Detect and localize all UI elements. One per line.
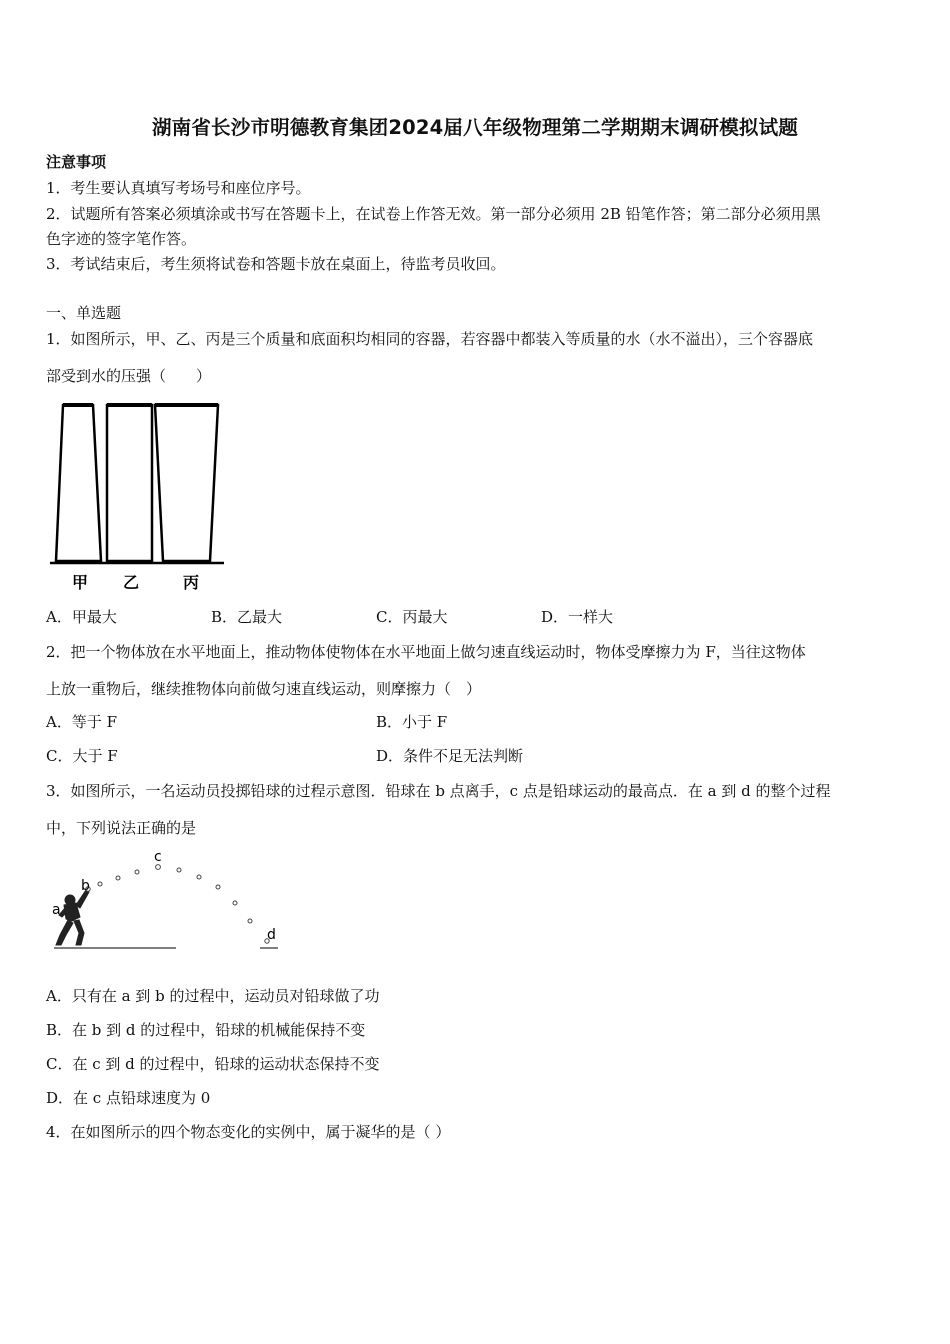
q3-option-d[interactable]: D．在 c 点铅球速度为 0 xyxy=(46,1089,211,1107)
label-bing: 丙 xyxy=(183,573,200,592)
trajectory-dots xyxy=(98,865,269,944)
containers-figure xyxy=(46,398,236,594)
label-d: d xyxy=(267,927,276,943)
q3-option-b[interactable]: B．在 b 到 d 的过程中，铅球的机械能保持不变 xyxy=(46,1021,366,1039)
container-jia xyxy=(56,405,101,561)
q1-option-d[interactable]: D．一样大 xyxy=(541,608,614,626)
container-bing xyxy=(155,405,218,561)
question-3-text: 中，下列说法正确的是 xyxy=(46,819,197,837)
question-1-text: 1．如图所示，甲、乙、丙是三个质量和底面积均相同的容器，若容器中都装入等质量的水（水不溢出），三个容器底 xyxy=(46,330,814,348)
q2-option-a[interactable]: A．等于 F xyxy=(46,713,118,731)
label-b: b xyxy=(81,878,90,894)
q1-option-a[interactable]: A．甲最大 xyxy=(46,608,117,626)
question-4-text: 4．在如图所示的四个物态变化的实例中，属于凝华的是（ ） xyxy=(46,1123,451,1141)
question-2-text: 2．把一个物体放在水平地面上，推动物体使物体在水平地面上做匀速直线运动时，物体受摩擦力为 F，当往这物体 xyxy=(46,643,806,661)
q3-option-c[interactable]: C．在 c 到 d 的过程中，铅球的运动状态保持不变 xyxy=(46,1055,380,1073)
notice-item: 色字迹的签字笔作答。 xyxy=(46,230,197,248)
athlete-figure xyxy=(56,890,89,945)
q1-option-b[interactable]: B．乙最大 xyxy=(211,608,283,626)
q3-option-a[interactable]: A．只有在 a 到 b 的过程中，运动员对铅球做了功 xyxy=(46,987,380,1005)
page-title: 湖南省长沙市明德教育集团2024届八年级物理第二学期期末调研模拟试题 xyxy=(151,116,799,139)
q2-option-b[interactable]: B．小于 F xyxy=(376,713,448,731)
label-yi: 乙 xyxy=(123,573,140,592)
shot-put-figure xyxy=(46,845,286,955)
container-yi xyxy=(107,405,152,561)
notice-heading: 注意事项 xyxy=(46,153,107,171)
label-c: c xyxy=(154,849,162,865)
label-jia: 甲 xyxy=(72,573,89,592)
q1-option-c[interactable]: C．丙最大 xyxy=(376,608,448,626)
notice-item: 3．考试结束后，考生须将试卷和答题卡放在桌面上，待监考员收回。 xyxy=(46,255,506,273)
question-1-text: 部受到水的压强（ ） xyxy=(46,367,212,385)
notice-item: 2．试题所有答案必须填涂或书写在答题卡上，在试卷上作答无效。第一部分必须用 2B 铅笔作答；第二部分必须用黑 xyxy=(46,205,821,223)
q2-option-c[interactable]: C．大于 F xyxy=(46,747,118,765)
label-a: a xyxy=(52,902,61,918)
question-2-text: 上放一重物后，继续推物体向前做匀速直线运动，则摩擦力（ ） xyxy=(46,680,482,698)
section-heading: 一、单选题 xyxy=(46,304,122,322)
question-3-text: 3．如图所示，一名运动员投掷铅球的过程示意图．铅球在 b 点离手，c 点是铅球运动的最高点．在 a 到 d 的整个过程 xyxy=(46,782,831,800)
notice-item: 1．考生要认真填写考场号和座位序号。 xyxy=(46,179,311,197)
q2-option-d[interactable]: D．条件不足无法判断 xyxy=(376,747,524,765)
